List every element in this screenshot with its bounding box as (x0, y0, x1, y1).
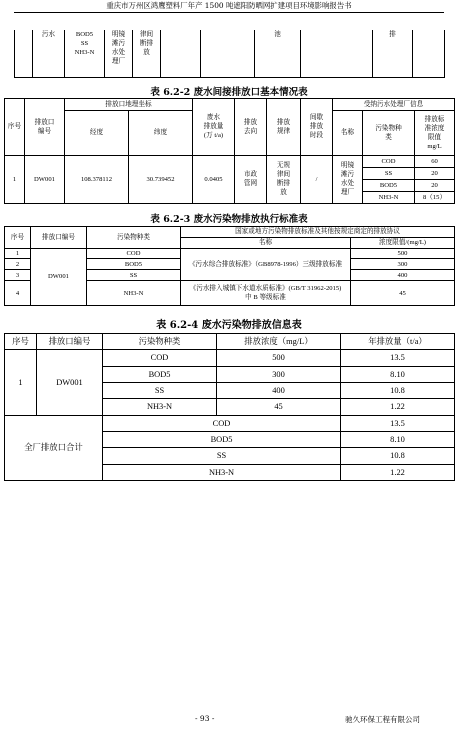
cell-total-amount: 10.8 (341, 448, 455, 464)
cell-outlet-id: DW001 (25, 155, 65, 203)
table-6-2-2 (4, 98, 455, 204)
cell-amount: 10.8 (341, 382, 455, 398)
header-outlet-id: 排放口 编号 (25, 99, 65, 156)
cell-conc: 45 (217, 399, 341, 415)
header-seq: 序号 (5, 227, 31, 249)
cell-pollutant: SS (103, 382, 217, 398)
header-geo: 排放口地理坐标 (65, 99, 193, 111)
header-seq: 序号 (5, 334, 37, 350)
cell-standard-name: 《污水排入城镇下水道水质标准》(GB/T 31962-2015)中 B 等级标准 (181, 281, 351, 306)
header-receiver: 受纳污水处理厂信息 (333, 99, 455, 111)
header-pollutant: 污染物种类 (87, 227, 181, 249)
cell-interval: / (301, 155, 333, 203)
header-destination: 排放 去向 (235, 99, 267, 156)
cell-limit: 20 (415, 179, 455, 191)
cell-limit: 8（15） (415, 191, 455, 203)
cell-pollutant: BOD5 (87, 259, 181, 270)
table-caption: 表 6.2-3 废水污染物排放执行标准表 (150, 214, 308, 225)
header-std-limit: 浓度限值/(mg/L) (351, 237, 455, 248)
cell-volume: 0.0405 (193, 155, 235, 203)
cell-pollutant: BOD5 (363, 179, 415, 191)
fragment-cell: 排 (373, 30, 413, 78)
cell-limit: 400 (351, 270, 455, 281)
page-header: 重庆市万州区鸿鹰塑料厂年产 1500 吨遮阳防晒网扩建项目环境影响报告书 (106, 1, 352, 10)
cell-pollutant: BOD5 (103, 366, 217, 382)
cell-destination: 市政 管网 (235, 155, 267, 203)
cell-total-amount: 8.10 (341, 431, 455, 447)
cell-lon: 108.378112 (65, 155, 129, 203)
cell-pollutant: NH3-N (103, 399, 217, 415)
cell-amount: 1.22 (341, 399, 455, 415)
cell-seq: 2 (5, 259, 31, 270)
cell-pollutant: NH3-N (87, 281, 181, 306)
table-caption: 表 6.2-4 废水污染物排放信息表 (156, 320, 302, 331)
table-6-2-3 (4, 226, 455, 306)
cell-pollutant: COD (363, 155, 415, 167)
fragment-cell: 污水 (33, 30, 65, 78)
cell-pollutant: SS (87, 270, 181, 281)
header-interval: 间歇 排放 时段 (301, 99, 333, 156)
cell-total-amount: 1.22 (341, 464, 455, 480)
cell-amount: 13.5 (341, 350, 455, 366)
cell-total-label: 全厂排放口合计 (5, 415, 103, 480)
header-seq: 序号 (5, 99, 25, 156)
cell-pollutant: COD (87, 248, 181, 259)
cell-total-pollutant: SS (103, 448, 341, 464)
cell-limit: 300 (351, 259, 455, 270)
table-fragment (14, 30, 445, 78)
header-outlet-id: 排放口编号 (37, 334, 103, 350)
cell-seq: 1 (5, 155, 25, 203)
cell-seq: 1 (5, 350, 37, 415)
cell-standard-name: 《污水综合排放标准》（GB8978-1996）三级排放标准 (181, 248, 351, 280)
header-rule (14, 12, 444, 13)
fragment-cell: 律间 断排 放 (133, 30, 161, 78)
header-amount: 年排放量（t/a） (341, 334, 455, 350)
cell-pollutant: COD (103, 350, 217, 366)
cell-outlet-id: DW001 (37, 350, 103, 415)
header-conc: 排放浓度（mg/L） (217, 334, 341, 350)
cell-outlet-id: DW001 (31, 248, 87, 305)
header-name: 名称 (333, 111, 363, 155)
header-limit: 排放标 准浓度 限值 mg/L (415, 111, 455, 155)
header-lat: 纬度 (129, 111, 193, 155)
cell-limit: 45 (351, 281, 455, 306)
header-lon: 经度 (65, 111, 129, 155)
cell-limit: 60 (415, 155, 455, 167)
cell-total-amount: 13.5 (341, 415, 455, 431)
table-caption: 表 6.2-2 废水间接排放口基本情况表 (150, 87, 308, 98)
header-pattern: 排放 规律 (267, 99, 301, 156)
header-outlet-id: 排放口编号 (31, 227, 87, 249)
header-pollutant: 污染物种类 (103, 334, 217, 350)
cell-seq: 3 (5, 270, 31, 281)
header-standard: 国家或地方污染物排放标准及其他按规定商定的排放协议 (181, 227, 455, 238)
cell-pollutant: SS (363, 167, 415, 179)
fragment-cell: 明镜 滩污 水处 理厂 (105, 30, 133, 78)
cell-total-pollutant: NH3-N (103, 464, 341, 480)
fragment-cell: 池 (255, 30, 301, 78)
cell-plant-name: 明镜 滩污 水处 理厂 (333, 155, 363, 203)
cell-pattern: 无规 律间 断排 放 (267, 155, 301, 203)
cell-conc: 500 (217, 350, 341, 366)
cell-total-pollutant: BOD5 (103, 431, 341, 447)
table-6-2-4 (4, 333, 455, 481)
fragment-cell: BOD5 SS NH3-N (65, 30, 105, 78)
cell-seq: 1 (5, 248, 31, 259)
page-number: - 93 - (195, 714, 215, 723)
cell-seq: 4 (5, 281, 31, 306)
cell-total-pollutant: COD (103, 415, 341, 431)
cell-limit: 20 (415, 167, 455, 179)
cell-conc: 400 (217, 382, 341, 398)
header-volume: 废水 排放量 (万 t/a) (193, 99, 235, 156)
header-pollutant: 污染物种 类 (363, 111, 415, 155)
cell-conc: 300 (217, 366, 341, 382)
cell-amount: 8.10 (341, 366, 455, 382)
header-std-name: 名称 (181, 237, 351, 248)
cell-limit: 500 (351, 248, 455, 259)
cell-pollutant: NH3-N (363, 191, 415, 203)
cell-lat: 30.739452 (129, 155, 193, 203)
company-name: 驰久环保工程有限公司 (345, 715, 420, 724)
